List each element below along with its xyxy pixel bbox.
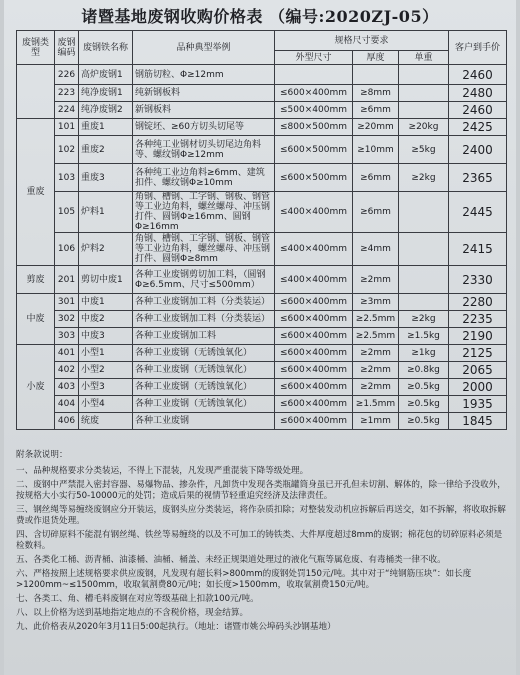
type-cell (17, 65, 55, 119)
size-cell: ≤600×400mm (275, 362, 353, 379)
weight-cell: ≥20kg (399, 119, 449, 136)
type-cell: 小废 (17, 345, 55, 430)
code-cell: 106 (55, 233, 79, 266)
size-cell: ≤600×400mm (275, 328, 353, 345)
example-cell: 各种工业废钢剪切加工料，（圆钢Φ≥6.5mm、尺寸≤500mm） (133, 266, 275, 294)
table-row (17, 266, 507, 294)
name-cell: 中废2 (79, 311, 133, 328)
price-cell: 2190 (449, 328, 507, 345)
thickness-cell: ≥2.5mm (353, 311, 399, 328)
size-cell: ≤800×500mm (275, 119, 353, 136)
example-cell: 各种工业废钢（无锈蚀氧化） (133, 362, 275, 379)
table-row (17, 379, 507, 396)
type-cell: 中废 (17, 294, 55, 345)
name-cell: 小型1 (79, 345, 133, 362)
name-cell: 炉料2 (79, 233, 133, 266)
price-cell: 2425 (449, 119, 507, 136)
size-cell: ≤600×400mm (275, 345, 353, 362)
thickness-cell: ≥4mm (353, 233, 399, 266)
header-thickness: 厚度 (353, 51, 399, 65)
thickness-cell: ≥6mm (353, 164, 399, 192)
price-cell: 2125 (449, 345, 507, 362)
example-cell: 各种纯工业钢材切头切尾边角料等、螺纹钢Φ≥12mm (133, 136, 275, 164)
price-cell: 2445 (449, 192, 507, 233)
price-cell: 1845 (449, 413, 507, 430)
example-cell: 角钢、槽钢、工字钢、钢板、钢管等工业边角料，螺丝螺母、冲压钢打件、圆钢Φ≥16mm、圆钢Φ≥16mm (133, 192, 275, 233)
header-spec: 规格尺寸要求 (275, 31, 449, 51)
name-cell: 剪切中废1 (79, 266, 133, 294)
name-cell: 纯净废钢1 (79, 85, 133, 102)
thickness-cell: ≥2mm (353, 345, 399, 362)
header-size: 外型尺寸 (275, 51, 353, 65)
weight-cell: ≥0.8kg (399, 362, 449, 379)
thickness-cell: ≥8mm (353, 85, 399, 102)
price-cell: 2000 (449, 379, 507, 396)
example-cell: 纯新钢板料 (133, 85, 275, 102)
example-cell: 钢筋切粒、Φ≥12mm (133, 65, 275, 85)
price-cell: 1935 (449, 396, 507, 413)
example-cell: 各种工业废钢（无锈蚀氧化） (133, 396, 275, 413)
header-weight: 单重 (399, 51, 449, 65)
price-sheet (4, 0, 516, 675)
table-row (17, 396, 507, 413)
size-cell (275, 65, 353, 85)
weight-cell: ≥1.5kg (399, 328, 449, 345)
size-cell: ≤600×500mm (275, 136, 353, 164)
weight-cell (399, 85, 449, 102)
code-cell: 406 (55, 413, 79, 430)
note-item: 六、严格按照上述规格要求供应废钢，凡发现有超长料>800mm的废钢处罚150元/吨。其中对于“纯钢筋压块”：如长度>1200mm~≤1500mm，收取氧割费80元/吨；如长度>1500mm，收取氧割费150元/吨。 (16, 569, 472, 590)
size-cell: ≤500×400mm (275, 102, 353, 119)
weight-cell: ≥0.5kg (399, 396, 449, 413)
price-cell: 2400 (449, 136, 507, 164)
size-cell: ≤600×400mm (275, 379, 353, 396)
price-cell: 2365 (449, 164, 507, 192)
price-table-body (17, 65, 507, 430)
thickness-cell: ≥6mm (353, 192, 399, 233)
name-cell: 高炉废钢1 (79, 65, 133, 85)
name-cell: 统废 (79, 413, 133, 430)
code-cell: 401 (55, 345, 79, 362)
price-cell: 2415 (449, 233, 507, 266)
size-cell: ≤600×400mm (275, 294, 353, 311)
size-cell: ≤400×400mm (275, 233, 353, 266)
table-row (17, 164, 507, 192)
thickness-cell: ≥2mm (353, 379, 399, 396)
weight-cell (399, 294, 449, 311)
weight-cell (399, 233, 449, 266)
note-item: 四、含切碎原料不能混有钢丝绳、铁丝等易缠绕的以及不可加工的铸铁类、大件厚度超过8mm的废钢；棉花包的切碎原料必须是检数料。 (16, 530, 503, 551)
weight-cell (399, 266, 449, 294)
code-cell: 403 (55, 379, 79, 396)
page-title: 诸暨基地废钢收购价格表 （编号:2020ZJ-05） (81, 7, 439, 26)
price-table (16, 30, 507, 430)
name-cell: 中废1 (79, 294, 133, 311)
table-row (17, 413, 507, 430)
note-item: 一、品种规格要求分类装运，不得上下混装，凡发现严重混装下降等级处理。 (16, 466, 309, 476)
name-cell: 重废2 (79, 136, 133, 164)
table-row (17, 102, 507, 119)
thickness-cell: ≥1mm (353, 413, 399, 430)
table-row (17, 233, 507, 266)
table-row (17, 362, 507, 379)
thickness-cell: ≥2mm (353, 266, 399, 294)
code-cell: 226 (55, 65, 79, 85)
price-cell: 2330 (449, 266, 507, 294)
code-cell: 223 (55, 85, 79, 102)
header-price: 客户到手价 (449, 31, 507, 65)
example-cell: 角钢、槽钢、工字钢、钢板、钢管等工业边角料，螺丝螺母、冲压钢打件、圆钢Φ≥8mm (133, 233, 275, 266)
example-cell: 各种工业废钢加工料（分类装运） (133, 311, 275, 328)
price-cell: 2480 (449, 85, 507, 102)
size-cell: ≤600×500mm (275, 164, 353, 192)
name-cell: 小型3 (79, 379, 133, 396)
weight-cell: ≥0.5kg (399, 379, 449, 396)
code-cell: 302 (55, 311, 79, 328)
code-cell: 402 (55, 362, 79, 379)
name-cell: 小型4 (79, 396, 133, 413)
code-cell: 224 (55, 102, 79, 119)
name-cell: 重废1 (79, 119, 133, 136)
size-cell: ≤400×400mm (275, 192, 353, 233)
code-cell: 102 (55, 136, 79, 164)
code-cell: 101 (55, 119, 79, 136)
header-example: 品种典型举例 (133, 31, 275, 65)
price-cell: 2065 (449, 362, 507, 379)
thickness-cell: ≥20mm (353, 119, 399, 136)
note-item: 三、钢丝绳等易缠绕废钢应分开装运，废钢头应分类装运，将作杂质扣除；对整装发动机应拆解后再送交，如不拆解，将收取拆解费或作退货处理。 (16, 505, 506, 526)
table-row (17, 294, 507, 311)
example-cell: 各种工业废钢加工料（分类装运） (133, 294, 275, 311)
example-cell: 各种工业废钢（无锈蚀氧化） (133, 379, 275, 396)
header-name: 废钢铁名称 (79, 31, 133, 65)
code-cell: 301 (55, 294, 79, 311)
example-cell: 各种工业废钢 (133, 413, 275, 430)
table-row (17, 65, 507, 85)
price-cell: 2460 (449, 65, 507, 85)
note-item: 二、废钢中严禁混入密封容器、易爆物品、掺杂件，凡卸货中发现各类瓶罐筒身虽已开孔但未切割、解体的，除一律给予没收外，按规格大小实行50-10000元的处罚；造成后果的视情节轻重追究经济及法律责任。 (16, 480, 506, 501)
weight-cell: ≥1kg (399, 345, 449, 362)
table-row (17, 136, 507, 164)
table-row (17, 311, 507, 328)
example-cell: 各种工业废钢（无锈蚀氧化） (133, 345, 275, 362)
example-cell: 新钢板料 (133, 102, 275, 119)
header-type: 废钢类型 (17, 31, 55, 65)
weight-cell: ≥5kg (399, 136, 449, 164)
thickness-cell: ≥2.5mm (353, 328, 399, 345)
weight-cell (399, 102, 449, 119)
weight-cell (399, 192, 449, 233)
table-row (17, 119, 507, 136)
note-item: 九、此价格表从2020年3月11日5:00起执行。（地址：诸暨市姚公埠码头沙钢基地） (16, 622, 336, 632)
table-row (17, 85, 507, 102)
size-cell: ≤600×400mm (275, 413, 353, 430)
code-cell: 303 (55, 328, 79, 345)
example-cell: 钢锭坯、≥60方切头切尾等 (133, 119, 275, 136)
code-cell: 103 (55, 164, 79, 192)
thickness-cell: ≥2mm (353, 362, 399, 379)
price-cell: 2460 (449, 102, 507, 119)
price-cell: 2280 (449, 294, 507, 311)
name-cell: 重废3 (79, 164, 133, 192)
code-cell: 201 (55, 266, 79, 294)
weight-cell: ≥2kg (399, 164, 449, 192)
weight-cell: ≥2kg (399, 311, 449, 328)
example-cell: 各种工业废钢加工料 (133, 328, 275, 345)
table-row (17, 192, 507, 233)
name-cell: 纯净废钢2 (79, 102, 133, 119)
thickness-cell: ≥3mm (353, 294, 399, 311)
thickness-cell: ≥1.5mm (353, 396, 399, 413)
thickness-cell (353, 65, 399, 85)
note-item: 五、各类化工桶、沥青桶、油漆桶、油桶、桶盖、未经正规渠道处理过的液化气瓶等属危废、有毒桶类一律不收。 (16, 555, 446, 565)
size-cell: ≤600×400mm (275, 85, 353, 102)
note-item: 八、以上价格为送到基地指定地点的不含税价格，现金结算。 (16, 608, 249, 618)
size-cell: ≤600×400mm (275, 396, 353, 413)
type-cell: 剪废 (17, 266, 55, 294)
notes-heading: 附条款说明： (16, 450, 68, 460)
table-row (17, 345, 507, 362)
price-cell: 2235 (449, 311, 507, 328)
weight-cell (399, 65, 449, 85)
name-cell: 中废3 (79, 328, 133, 345)
example-cell: 各种纯工业边角料≥6mm、建筑扣件、螺纹钢Φ≥10mm (133, 164, 275, 192)
thickness-cell: ≥10mm (353, 136, 399, 164)
type-cell: 重废 (17, 119, 55, 266)
table-row (17, 328, 507, 345)
name-cell: 炉料1 (79, 192, 133, 233)
code-cell: 404 (55, 396, 79, 413)
thickness-cell: ≥6mm (353, 102, 399, 119)
note-item: 七、各类工、角、槽毛料废钢在对应等级基础上扣款100元/吨。 (16, 594, 259, 604)
size-cell: ≤600×400mm (275, 311, 353, 328)
name-cell: 小型2 (79, 362, 133, 379)
terms-notes (16, 450, 508, 636)
weight-cell: ≥0.5kg (399, 413, 449, 430)
header-code: 废钢编码 (55, 31, 79, 65)
code-cell: 105 (55, 192, 79, 233)
size-cell: ≤400×400mm (275, 266, 353, 294)
